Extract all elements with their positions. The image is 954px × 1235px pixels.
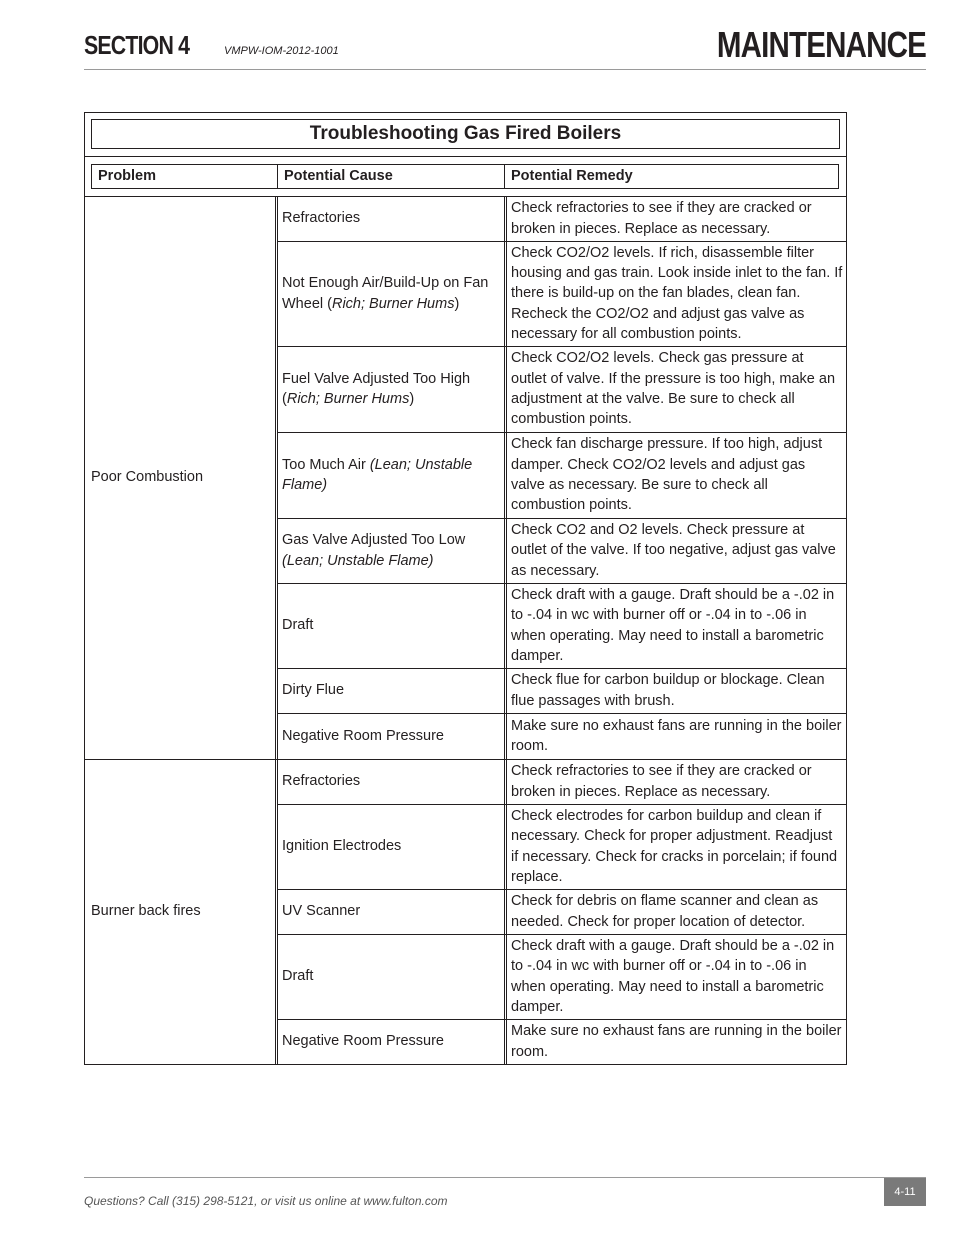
- cause-cell: Too Much Air (Lean; Unstable Flame): [282, 456, 473, 493]
- header-right-line: [838, 164, 839, 189]
- column-header-cause: Potential Cause: [284, 168, 393, 184]
- remedy-cell: Check CO2/O2 levels. Check gas pressure at outlet of valve. If the pressure is too high, make an adjustment at the valve. Be sure to check all combustion points.: [511, 350, 836, 428]
- remedy-cell: Check refractories to see if they are cracked or broken in pieces. Replace as necessary.: [511, 200, 812, 237]
- cause-cell: Refractories: [282, 210, 361, 227]
- remedy-cell: Check CO2 and O2 levels. Check pressure at outlet of the valve. If too negative, adjust gas valve as necessary.: [511, 522, 836, 579]
- cause-cell: Ignition Electrodes: [282, 838, 402, 855]
- header-rule: [84, 69, 926, 70]
- footer-contact: Questions? Call (315) 298-5121, or visit us online at www.fulton.com: [84, 1194, 448, 1208]
- cause-cell: Negative Room Pressure: [282, 727, 444, 744]
- header-left-line: [91, 164, 92, 189]
- cause-cell: Draft: [282, 968, 314, 985]
- header-bottom-line: [91, 188, 839, 189]
- document-id: VMPW-IOM-2012-1001: [224, 45, 339, 57]
- header-divider-1: [277, 164, 278, 189]
- cause-cell: Not Enough Air/Build-Up on Fan Wheel (Rich; Burner Hums): [282, 275, 489, 312]
- cause-cell: Fuel Valve Adjusted Too High (Rich; Burner Hums): [282, 370, 471, 407]
- cause-cell: UV Scanner: [282, 903, 361, 920]
- remedy-cell: Make sure no exhaust fans are running in the boiler room.: [511, 1023, 842, 1060]
- table-title: Troubleshooting Gas Fired Boilers: [91, 119, 840, 149]
- cause-cell: Draft: [282, 617, 314, 634]
- page-title: MAINTENANCE: [716, 24, 926, 65]
- cause-cell: Negative Room Pressure: [282, 1033, 444, 1050]
- footer-rule: [84, 1177, 926, 1178]
- title-separator: [84, 156, 847, 157]
- remedy-cell: Check draft with a gauge. Draft should be a -.02 in to -.04 in wc with burner off or -.04 in to -.06 in when operating. May need to install a barometric damper.: [511, 937, 835, 1015]
- remedy-cell: Check flue for carbon buildup or blockage. Clean flue passages with brush.: [511, 672, 825, 709]
- header-divider-2: [504, 164, 505, 189]
- remedy-cell: Check electrodes for carbon buildup and clean if necessary. Check for proper adjustment. Readjust if necessary. Check for cracks in porcelain; if found replace.: [511, 807, 838, 885]
- cause-cell: Refractories: [282, 773, 361, 790]
- cause-cell: Gas Valve Adjusted Too Low (Lean; Unstable Flame): [282, 532, 466, 569]
- remedy-cell: Make sure no exhaust fans are running in the boiler room.: [511, 717, 842, 754]
- column-header-problem: Problem: [98, 168, 157, 184]
- column-header-remedy: Potential Remedy: [511, 168, 633, 184]
- remedy-cell: Check for debris on flame scanner and clean as needed. Check for proper location of detector.: [511, 893, 819, 930]
- problem-cell: Burner back fires: [91, 903, 201, 920]
- cause-cell: Dirty Flue: [282, 682, 345, 699]
- problem-column-divider: [275, 196, 276, 1064]
- remedy-cell: Check CO2/O2 levels. If rich, disassemble filter housing and gas train. Look inside inlet to the fan. If there is build-up on the fan blades, clean fan. Recheck the CO2/O2 and adjust gas valve as necessary for all combustion points.: [511, 244, 843, 342]
- header-top-line: [91, 164, 839, 165]
- remedy-cell: Check refractories to see if they are cracked or broken in pieces. Replace as necessary.: [511, 763, 812, 800]
- problem-cell: Poor Combustion: [91, 469, 204, 486]
- remedy-cell: Check draft with a gauge. Draft should be a -.02 in to -.04 in wc with burner off or -.04 in to -.06 in when operating. May need to install a barometric damper.: [511, 586, 835, 664]
- section-label: SECTION 4: [84, 30, 190, 60]
- remedy-cell: Check fan discharge pressure. If too high, adjust damper. Check CO2/O2 levels and adjust gas valve as necessary. Be sure to check all combustion points.: [511, 436, 823, 514]
- page-number: 4-11: [884, 1178, 926, 1206]
